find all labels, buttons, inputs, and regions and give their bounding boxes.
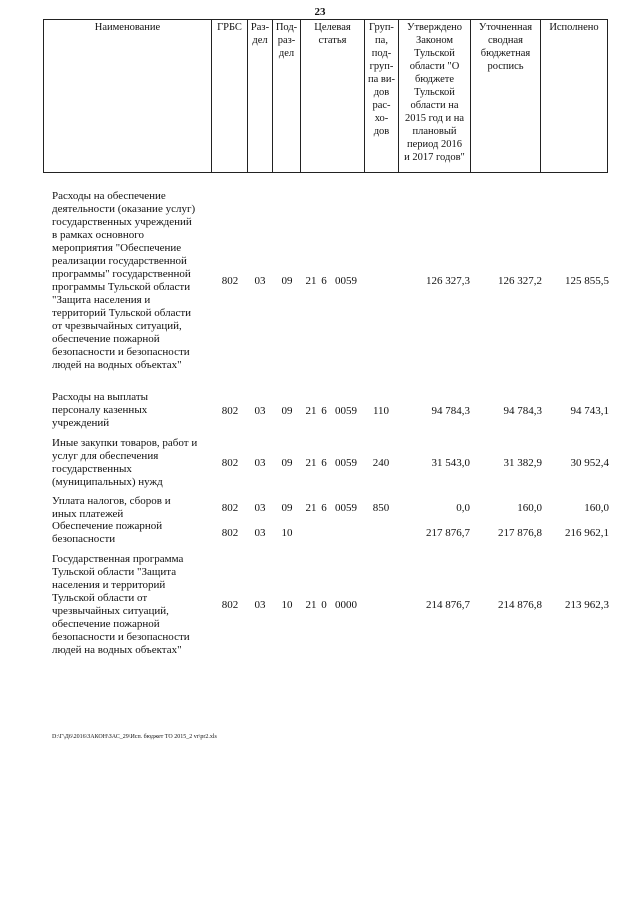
cell-target-program: 21	[305, 599, 317, 611]
cell-approved: 217 876,7	[426, 527, 470, 539]
cell-expense-group: 110	[372, 405, 390, 417]
cell-refined: 31 382,9	[503, 457, 542, 469]
table-header	[43, 19, 608, 173]
cell-grbs: 802	[221, 457, 239, 469]
cell-executed: 94 743,1	[570, 405, 609, 417]
cell-razdel: 03	[254, 275, 266, 287]
table-row	[0, 437, 640, 490]
cell-target-direction: 0059	[335, 502, 357, 514]
cell-razdel: 03	[254, 527, 266, 539]
cell-refined: 94 784,3	[503, 405, 542, 417]
cell-executed: 160,0	[584, 502, 609, 514]
cell-grbs: 802	[221, 405, 239, 417]
cell-refined: 217 876,8	[498, 527, 542, 539]
header-podrazdel: Под- раз- дел	[273, 20, 301, 173]
cell-expense-group: 240	[372, 457, 390, 469]
cell-grbs: 802	[221, 502, 239, 514]
cell-approved: 31 543,0	[431, 457, 470, 469]
header-approved: Утверждено Законом Тульской области "О бюджете Тульской области на 2015 год и на плановый период 2016 и 2017 годов"	[399, 20, 471, 173]
cell-executed: 216 962,1	[565, 527, 609, 539]
cell-target-subprogram: 6	[321, 457, 327, 469]
cell-target-program: 21	[305, 457, 317, 469]
cell-podrazdel: 09	[281, 457, 293, 469]
cell-podrazdel: 10	[281, 599, 293, 611]
cell-target-direction: 0059	[335, 275, 357, 287]
row-name: Обеспечение пожарной безопасности	[52, 520, 163, 545]
header-target-article: Целевая статья	[301, 20, 365, 173]
cell-approved: 126 327,3	[426, 275, 470, 287]
row-name: Расходы на выплаты персоналу казенных учреждений	[52, 391, 149, 429]
cell-target-direction: 0059	[335, 405, 357, 417]
cell-podrazdel: 09	[281, 502, 293, 514]
row-name: Иные закупки товаров, работ и услуг для обеспечения государственных (муниципальных) нужд	[52, 437, 198, 488]
header-name: Наименование	[44, 20, 212, 173]
header-executed: Исполнено	[541, 20, 608, 173]
table-row	[0, 391, 640, 431]
cell-target-program: 21	[305, 275, 317, 287]
cell-refined: 126 327,2	[498, 275, 542, 287]
cell-refined: 214 876,8	[498, 599, 542, 611]
file-path-footer: D:\Г\Д6\2016\ЗАКОН\ЗАС_29\Исп. бюджет ТО 2015_2 vr\pr2.xls	[52, 734, 217, 740]
header-grbs: ГРБС	[212, 20, 248, 173]
cell-target-direction: 0000	[335, 599, 357, 611]
table-row	[0, 495, 640, 521]
cell-target-subprogram: 6	[321, 275, 327, 287]
table-row	[0, 553, 640, 658]
header-refined: Уточненная сводная бюджетная роспись	[471, 20, 541, 173]
cell-podrazdel: 09	[281, 275, 293, 287]
row-name: Государственная программа Тульской области "Защита населения и территорий Тульской области от чрезвычайных ситуаций, обеспечение пожарной безопасности и безопасности людей на водных объектах"	[52, 553, 190, 656]
cell-target-direction: 0059	[335, 457, 357, 469]
cell-grbs: 802	[221, 527, 239, 539]
cell-target-program: 21	[305, 405, 317, 417]
page-number: 23	[314, 6, 326, 18]
header-expense-group: Груп- па, под- груп- па ви- дов рас- хо- дов	[365, 20, 399, 173]
cell-razdel: 03	[254, 457, 266, 469]
header-razdel: Раз- дел	[248, 20, 273, 173]
cell-target-subprogram: 0	[321, 599, 327, 611]
cell-razdel: 03	[254, 599, 266, 611]
cell-grbs: 802	[221, 599, 239, 611]
table-row	[0, 520, 640, 546]
cell-target-subprogram: 6	[321, 502, 327, 514]
cell-approved: 0,0	[456, 502, 470, 514]
cell-refined: 160,0	[517, 502, 542, 514]
cell-executed: 125 855,5	[565, 275, 609, 287]
cell-razdel: 03	[254, 405, 266, 417]
cell-target-subprogram: 6	[321, 405, 327, 417]
cell-target-program: 21	[305, 502, 317, 514]
cell-approved: 94 784,3	[431, 405, 470, 417]
cell-executed: 30 952,4	[570, 457, 609, 469]
cell-executed: 213 962,3	[565, 599, 609, 611]
cell-grbs: 802	[221, 275, 239, 287]
row-name: Расходы на обеспечение деятельности (оказание услуг) государственных учреждений в рамках основного мероприятия "Обеспечение реализации государственной программы" государственной программы Тульской области "Защита населения и территорий Тульской области от чрезвычайных ситуаций, обеспечение пожарной безопасности и безопасности людей на водных объектах"	[52, 190, 196, 371]
cell-razdel: 03	[254, 502, 266, 514]
cell-podrazdel: 09	[281, 405, 293, 417]
cell-podrazdel: 10	[281, 527, 293, 539]
cell-approved: 214 876,7	[426, 599, 470, 611]
cell-expense-group: 850	[372, 502, 390, 514]
row-name: Уплата налогов, сборов и иных платежей	[52, 495, 171, 520]
table-row	[0, 190, 640, 372]
